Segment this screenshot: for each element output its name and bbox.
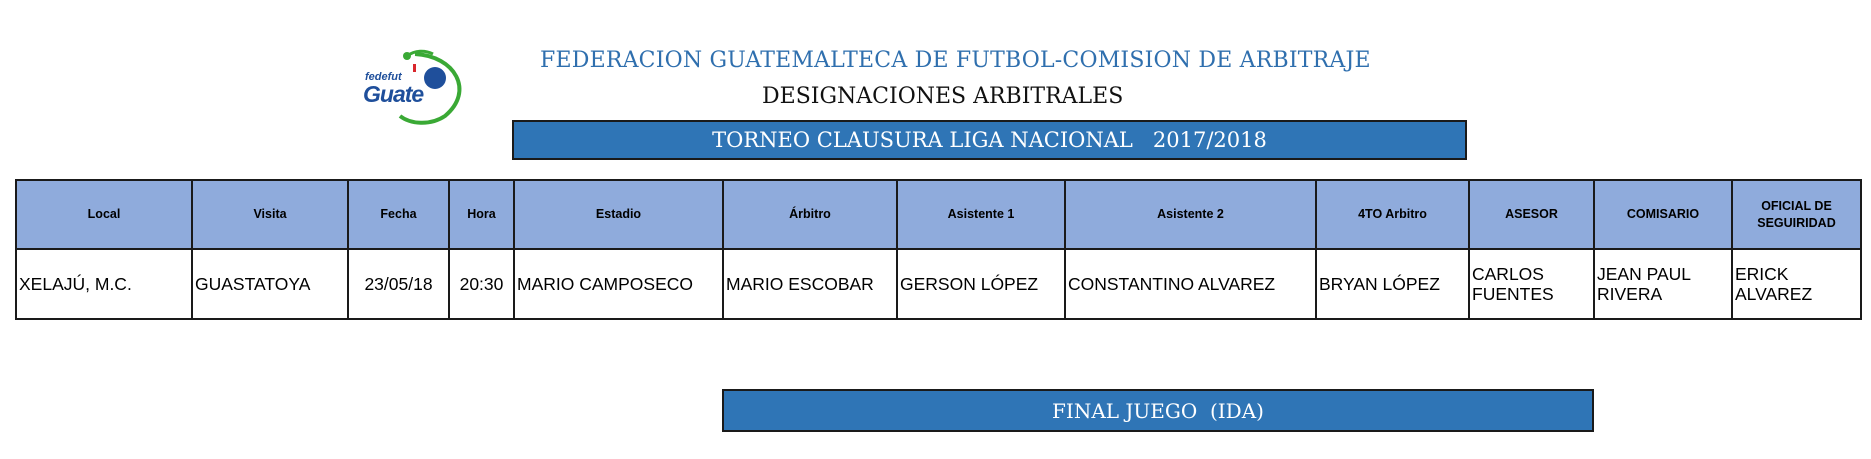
asistente2-cell: CONSTANTINO ALVAREZ	[1065, 249, 1316, 319]
logo-small-text: fedefut	[365, 71, 402, 83]
fedefut-logo	[355, 46, 475, 126]
table-row	[16, 249, 1861, 319]
fecha-cell: 23/05/18	[348, 249, 449, 319]
column-header: Estadio	[514, 180, 723, 249]
federation-title: FEDERACION GUATEMALTECA DE FUTBOL-COMISION DE ARBITRAJE	[540, 48, 1371, 73]
estadio-cell: MARIO CAMPOSECO	[514, 249, 723, 319]
designations-subtitle: DESIGNACIONES ARBITRALES	[762, 84, 1124, 109]
assignments-table	[15, 179, 1862, 320]
column-header: Asistente 2	[1065, 180, 1316, 249]
cuarto-arbitro-cell: BRYAN LÓPEZ	[1316, 249, 1469, 319]
oficial-seguridad-cell: ERICK ALVAREZ	[1732, 249, 1861, 319]
column-header: Asistente 1	[897, 180, 1065, 249]
column-header: Fecha	[348, 180, 449, 249]
table-header-row	[16, 180, 1861, 249]
tournament-banner: TORNEO CLAUSURA LIGA NACIONAL 2017/2018	[512, 120, 1467, 160]
column-header: Visita	[192, 180, 348, 249]
column-header: ASESOR	[1469, 180, 1594, 249]
column-header: COMISARIO	[1594, 180, 1732, 249]
asesor-cell: CARLOS FUENTES	[1469, 249, 1594, 319]
hora-cell: 20:30	[449, 249, 514, 319]
visita-cell: GUASTATOYA	[192, 249, 348, 319]
arbitro-cell: MARIO ESCOBAR	[723, 249, 897, 319]
asistente1-cell: GERSON LÓPEZ	[897, 249, 1065, 319]
column-header: 4TO Arbitro	[1316, 180, 1469, 249]
column-header: Hora	[449, 180, 514, 249]
match-banner: FINAL JUEGO (IDA)	[722, 389, 1594, 432]
comisario-cell: JEAN PAUL RIVERA	[1594, 249, 1732, 319]
local-cell: XELAJÚ, M.C.	[16, 249, 192, 319]
column-header: Local	[16, 180, 192, 249]
logo-main-text: Guate	[363, 81, 424, 107]
column-header: OFICIAL DE SEGUIRIDAD	[1732, 180, 1861, 249]
column-header: Árbitro	[723, 180, 897, 249]
